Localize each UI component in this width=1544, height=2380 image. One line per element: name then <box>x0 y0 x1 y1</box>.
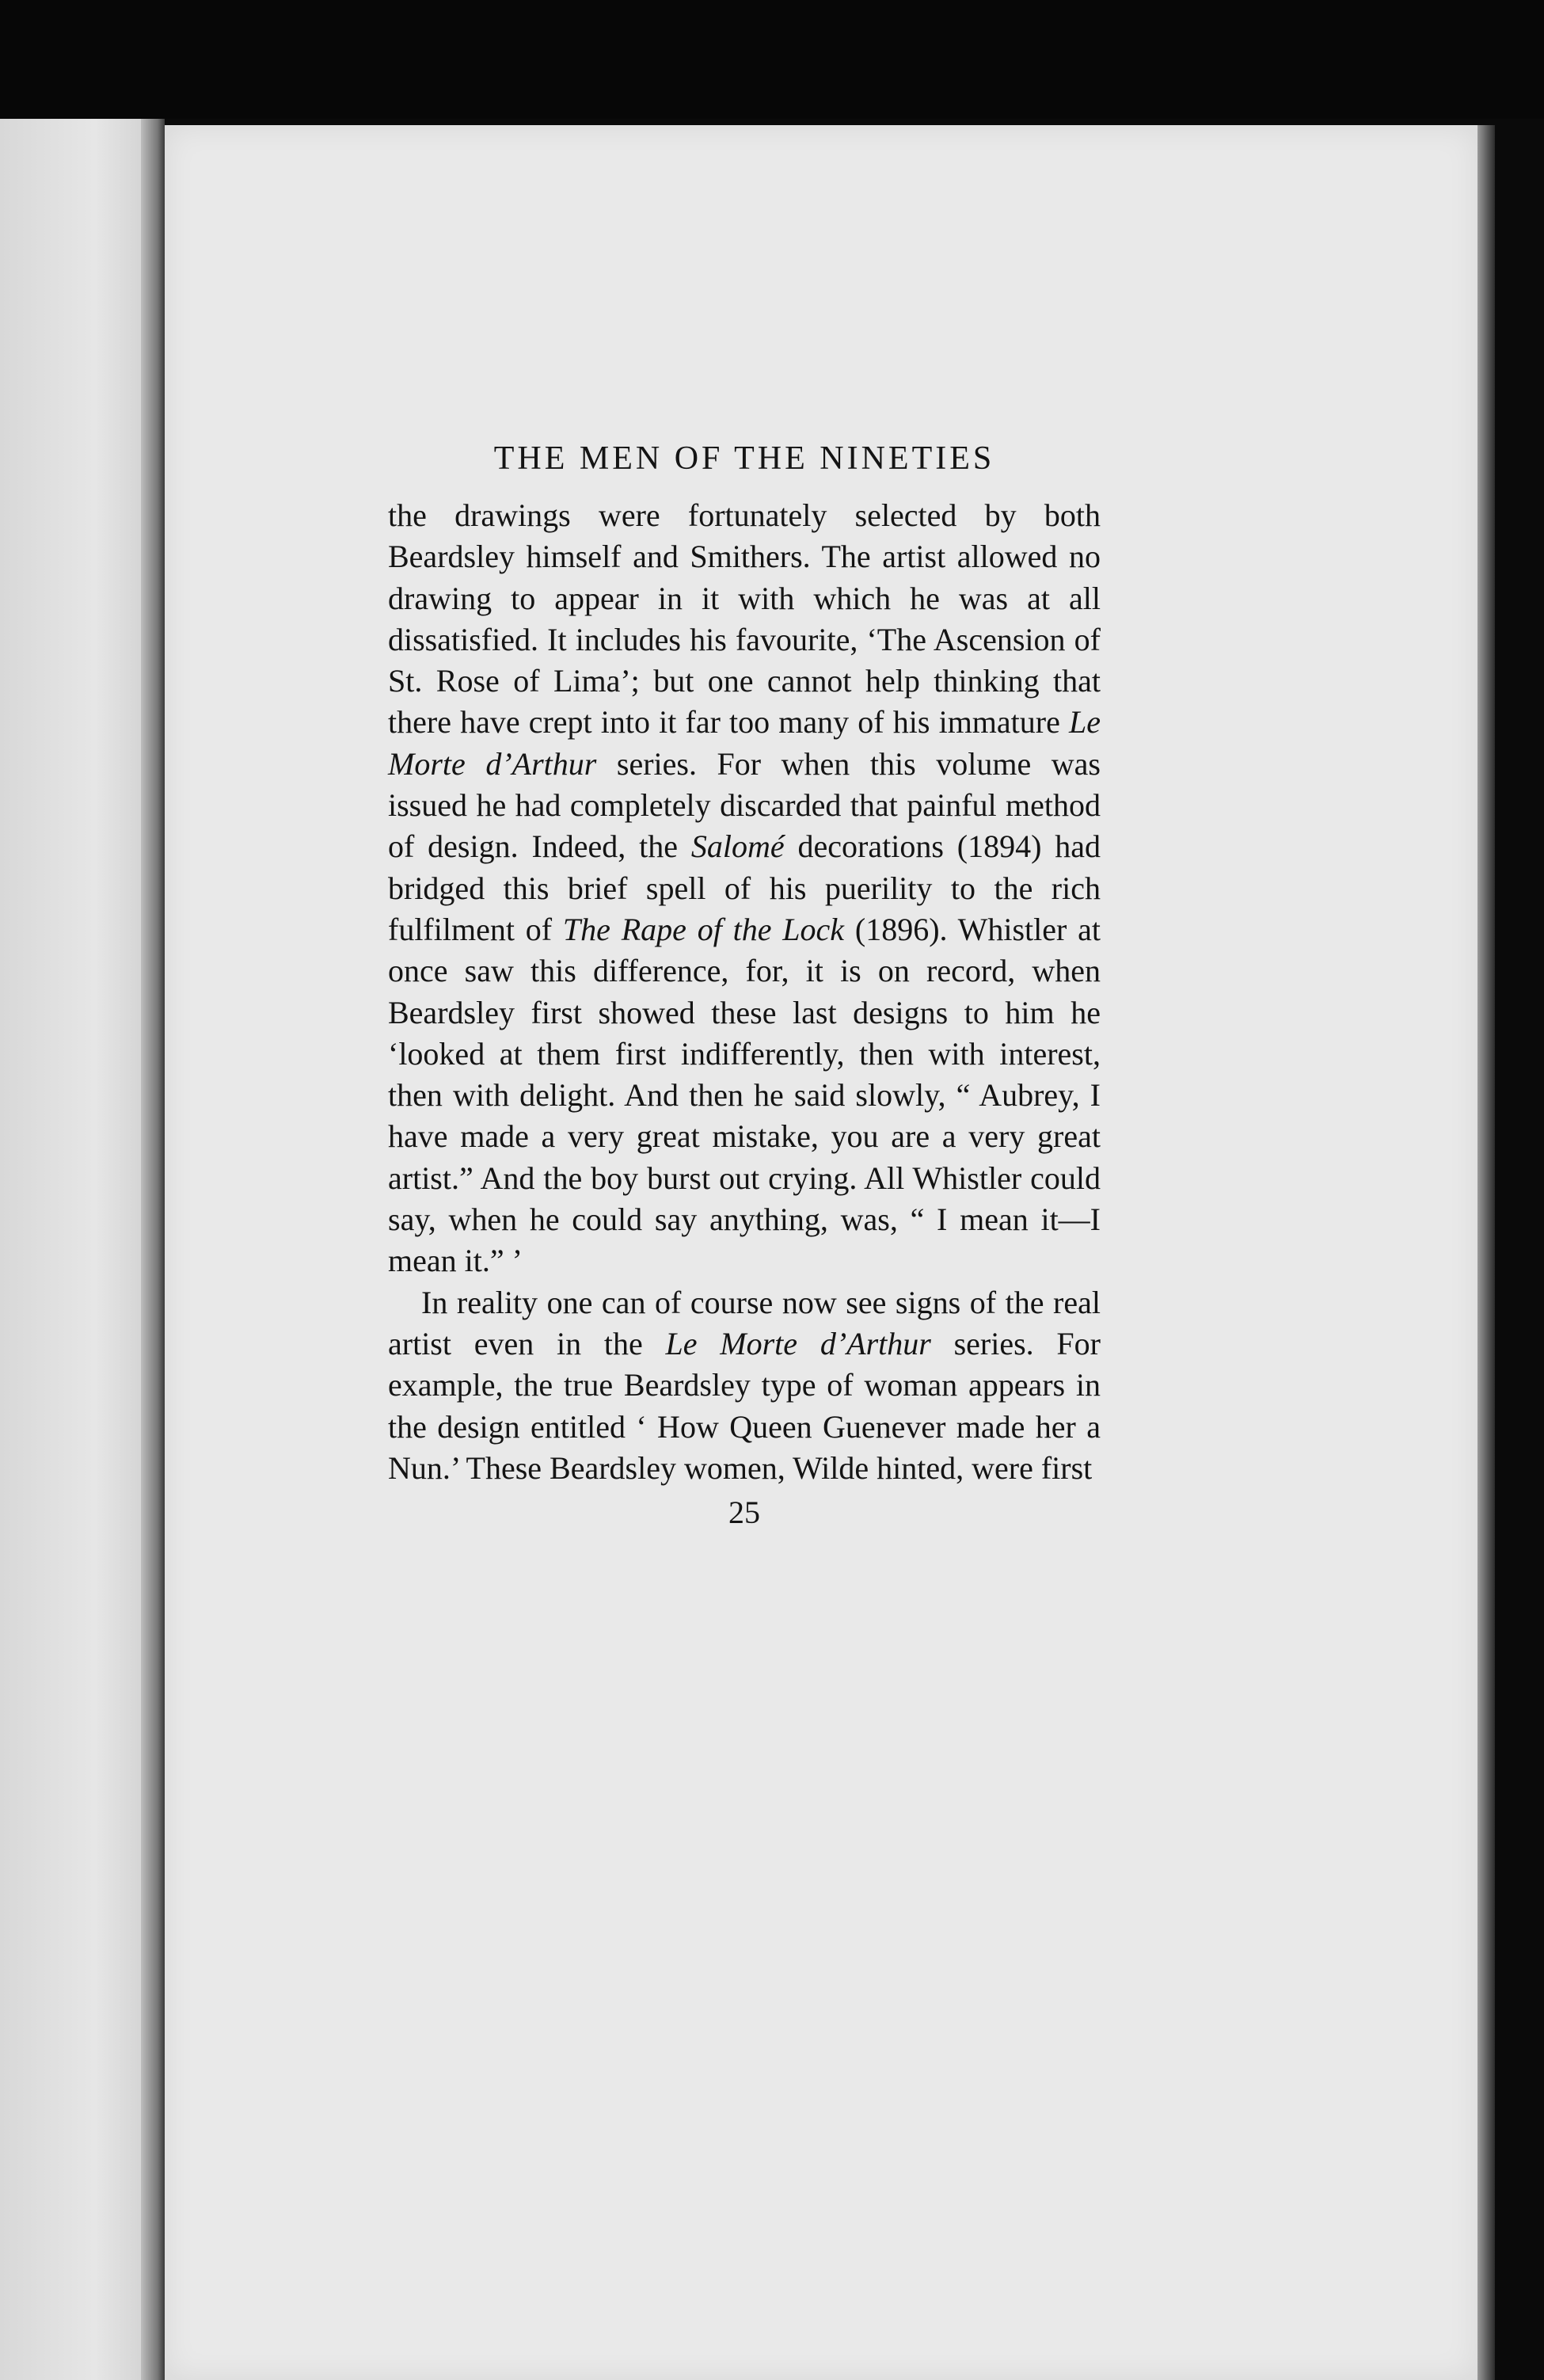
page-edge-shadow <box>1477 125 1495 2380</box>
page-number: 25 <box>728 1495 760 1531</box>
paragraph-2 <box>388 1282 1101 1489</box>
italic-title: Le Morte d’Arthur <box>388 704 1101 782</box>
scan-background-top <box>0 0 1544 119</box>
text-segment: decorations (1894) had bridged this brief spell of his puerility to the rich fulfilment of <box>388 828 1101 947</box>
text-segment: In reality one can of course now see signs of the real artist even in the <box>388 1284 1101 1361</box>
running-head: THE MEN OF THE NINETIES <box>493 440 995 477</box>
page-text-block <box>388 440 1101 1531</box>
paragraph-1 <box>388 495 1101 1282</box>
text-segment: the drawings were fortunately selected by both Beardsley himself and Smithers. The artist allowed no drawing to appear in it with which he was at all dissatisfied. It includes his favourite, ‘The Ascension of St. Rose of Lima’; but one cannot help thinking that there have crept into it far too many of his immature <box>388 497 1101 741</box>
book-gutter <box>141 119 165 2380</box>
text-segment: (1896). Whistler at once saw this difference, for, it is on record, when Beardsley first showed these last designs to him he ‘looked at them first indifferently, then with interest, then with delight. And then he said slowly, “ Aubrey, I have made a very great mistake, you are a very great artist.” And the boy burst out crying. All Whistler could say, when he could say anything, was, “ I mean it—I mean it.” ’ <box>388 911 1101 1279</box>
italic-title: The Rape of the Lock <box>562 911 845 947</box>
italic-title: Salomé <box>690 828 785 865</box>
facing-page-sliver <box>0 119 163 2380</box>
italic-title: Le Morte d’Arthur <box>665 1325 931 1361</box>
text-segment: series. For example, the true Beardsley type of woman appears in the design entitled ‘ How Queen Guenever made her a Nun.’ These Beardsley women, Wilde hinted, were first <box>388 1325 1101 1486</box>
text-segment: series. For when this volume was issued he had completely discarded that painful method of design. Indeed, the <box>388 745 1101 865</box>
